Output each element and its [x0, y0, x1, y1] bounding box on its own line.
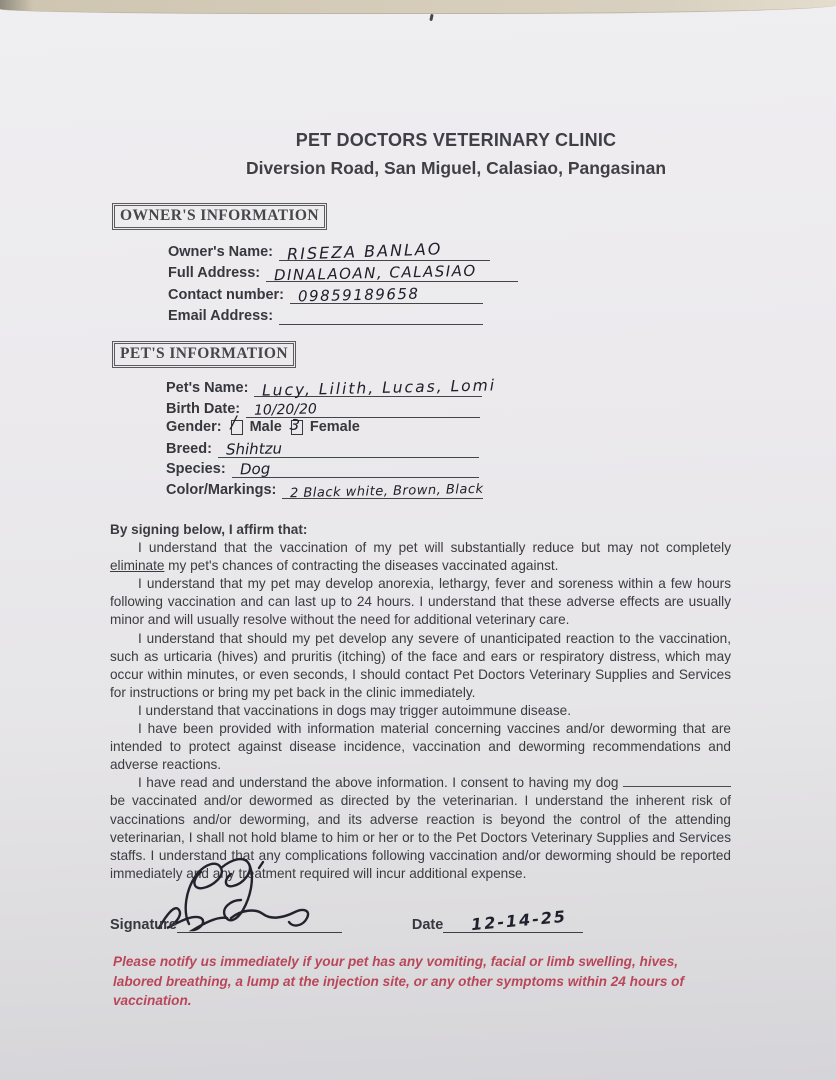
- color-markings-handwritten-value: 2 Black white, Brown, Black: [290, 481, 485, 501]
- owner-name-underline: [279, 238, 490, 264]
- gender-label: Gender:: [166, 419, 222, 436]
- contact-number-underline: [290, 281, 483, 304]
- full-address-underline: [266, 260, 518, 283]
- clinic-name-title: PET DOCTORS VETERINARY CLINIC: [295, 130, 617, 150]
- affirm-heading: By signing below, I affirm that:: [110, 522, 308, 537]
- owner-information-section-header: OWNER'S INFORMATION: [112, 203, 327, 230]
- signature-underline: [177, 908, 342, 933]
- contact-number-handwritten-value: 09859189658: [297, 284, 420, 306]
- email-address-underline: [279, 303, 483, 326]
- owner-name-handwritten-value: RISEZA BANLAO: [286, 238, 443, 264]
- breed-underline: [218, 437, 479, 458]
- breed-label: Breed:: [166, 441, 212, 458]
- pet-name-handwritten-value: Lucy, Lilith, Lucas, Lomi: [262, 376, 497, 400]
- male-checkbox: [230, 413, 243, 435]
- owner-information-fields: [168, 239, 530, 325]
- p1-underlined-word: eliminate: [110, 558, 165, 574]
- p6-text-before: I have read and understand the above information. I consent to having my dog: [138, 775, 619, 791]
- female-checkbox-mark: 3: [288, 415, 301, 435]
- signature-date-row: [110, 908, 610, 933]
- consent-paragraph-5: I have been provided with information material concerning vaccines and/or deworming that are intended to protect against disease incidence, vaccination and deworming recommendations and adverse reactions.: [110, 721, 731, 773]
- contact-number-label: Contact number:: [168, 286, 284, 303]
- consent-text-block: [110, 521, 731, 883]
- breed-handwritten-value: Shihtzu: [225, 439, 283, 459]
- birth-date-row: [166, 397, 498, 417]
- red-notice-text: Please notify us immediately if your pet has any vomiting, facial or limb swelling, hives, labored breathing, a lump at the injection site, or any other symptoms within 24 hours of vaccination.: [113, 954, 685, 1008]
- owner-name-row: [168, 238, 530, 264]
- birth-date-label: Birth Date:: [166, 400, 241, 417]
- clinic-address-subtitle: Diversion Road, San Miguel, Calasiao, Pangasinan: [245, 158, 667, 178]
- color-markings-underline: [282, 477, 485, 501]
- owner-name-label: Owner's Name:: [168, 243, 273, 260]
- birth-date-handwritten-value: 10/20/20: [253, 400, 318, 419]
- pet-name-row: [166, 376, 498, 400]
- p1-text-before: I understand that the vaccination of my pet will substantially reduce but may not completely: [138, 540, 731, 556]
- breed-row: [166, 438, 498, 458]
- p1-text-after: my pet's chances of contracting the diseases vaccinated against.: [164, 558, 559, 574]
- email-address-row: [168, 304, 530, 326]
- consent-paragraph-4: I understand that vaccinations in dogs may trigger autoimmune disease.: [138, 702, 571, 718]
- date-label: Date: [411, 917, 444, 933]
- email-address-label: Email Address:: [168, 308, 274, 325]
- consent-paragraph-6: [110, 774, 731, 883]
- color-markings-row: [166, 478, 498, 501]
- male-checkbox-mark: /: [230, 413, 237, 434]
- signature-label: Signature: [110, 917, 177, 933]
- consent-paragraph-1: [110, 539, 731, 575]
- species-label: Species:: [166, 461, 226, 478]
- full-address-row: [168, 261, 530, 283]
- male-label: Male: [249, 419, 282, 436]
- species-handwritten-value: Dog: [239, 460, 271, 479]
- full-address-label: Full Address:: [168, 265, 261, 282]
- female-label: Female: [309, 419, 360, 436]
- pet-information-fields: [166, 377, 498, 499]
- consent-paragraph-2: I understand that my pet may develop anorexia, lethargy, fever and soreness within a few hours following vaccination and can last up to 24 hours. I understand that these adverse effects are usually minor and will usually resolve without the need for additional veterinary care.: [110, 576, 731, 628]
- species-underline: [232, 457, 479, 478]
- pet-information-section-header: PET'S INFORMATION: [112, 341, 296, 368]
- gender-row: [166, 413, 498, 438]
- pet-name-label: Pet's Name:: [166, 380, 249, 397]
- consent-paragraph-3: I understand that should my pet develop any severe of unanticipated reaction to the vaccination, such as urticaria (hives) and pruritis (itching) of the face and ears or respiratory distress, which may occur within minutes, or even seconds, I should contact Pet Doctors Veterinary Supplies and Services for instructions or bring my pet back in the clinic immediately.: [110, 630, 731, 700]
- species-row: [166, 458, 498, 478]
- tabletop-edge: [0, 0, 836, 14]
- full-address-handwritten-value: DINALAOAN, CALASIAO: [273, 261, 478, 285]
- ink-speck: [429, 14, 433, 21]
- date-handwritten-value: 12-14-25: [470, 906, 569, 935]
- contact-number-row: [168, 282, 530, 304]
- female-checkbox: [288, 415, 303, 435]
- dog-name-blank-line: [623, 775, 731, 787]
- birth-date-underline: [246, 396, 480, 417]
- pet-name-underline: [254, 376, 497, 400]
- p6-text-after: be vaccinated and/or dewormed as directed by the veterinarian. I understand the inherent risk of vaccinations and/or deworming, and its adverse reaction is beyond the control of the attending veterinarian, I shall not hold blame to him or her or to the Pet Doctors Veterinary Supplies and Services staffs. I understand that any complications following vaccination and/or deworming should be reported immediately and any treatment required will incur additional expense.: [110, 793, 731, 881]
- color-markings-label: Color/Markings:: [166, 481, 277, 498]
- date-underline: [443, 908, 583, 933]
